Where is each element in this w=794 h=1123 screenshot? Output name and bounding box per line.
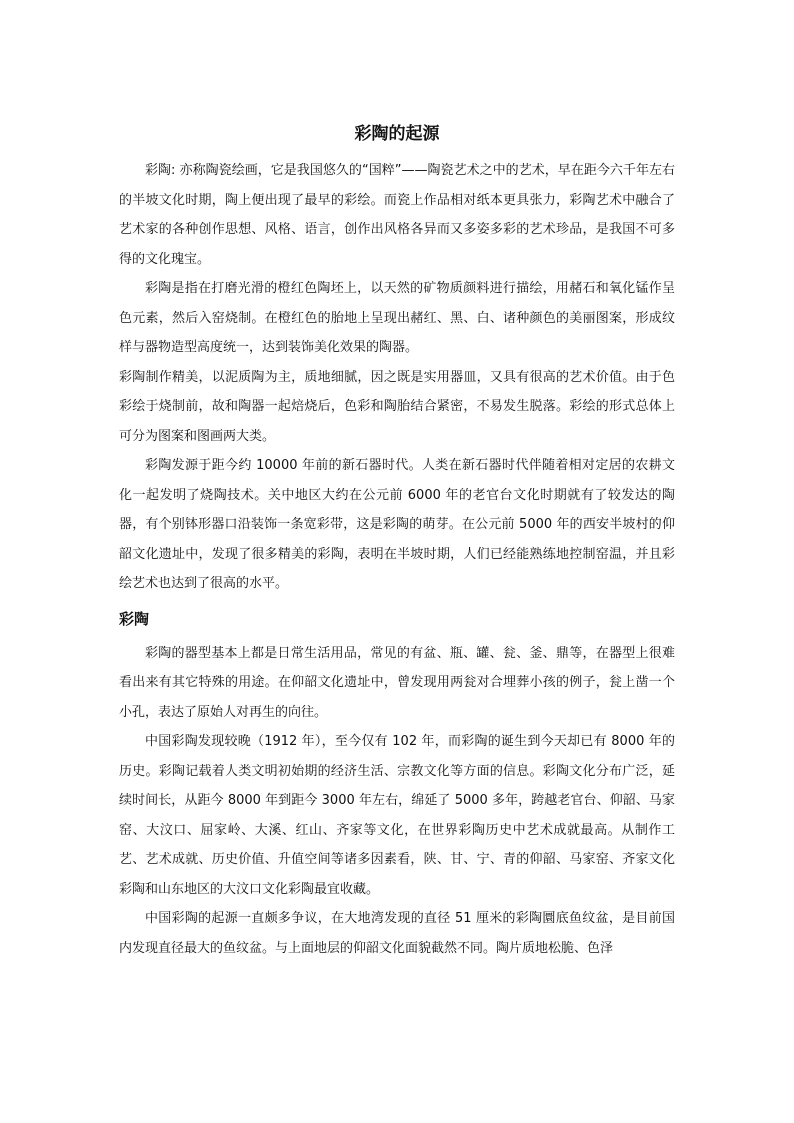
intro-paragraph-3: 彩陶制作精美，以泥质陶为主，质地细腻，因之既是实用器皿，又具有很高的艺术价值。由于色彩绘于烧制前，故和陶器一起焙烧后，色彩和陶胎结合紧密，不易发生脱落。彩绘的形式总体上可分为图案和图画两大类。 [119, 369, 675, 444]
document-title: 彩陶的起源 [354, 124, 440, 144]
intro-paragraph-2: 彩陶是指在打磨光滑的橙红色陶坯上，以天然的矿物质颜料进行描绘，用赭石和氧化锰作呈色元素，然后入窑烧制。在橙红色的胎地上呈现出赭红、黑、白、诸种颜色的美丽图案，形成纹样与器物造型高度统一，达到装饰美化效果的陶器。 [119, 281, 675, 355]
section-paragraph-2: 中国彩陶发现较晚（1912 年），至今仅有 102 年，而彩陶的诞生到今天却已有 8000 年的历史。彩陶记载着人类文明初始期的经济生活、宗教文化等方面的信息。彩陶文化分布广泛，延续时间长，从距今 8000 年到距今 3000 年左右，绵延了 5000 多年，跨越老官台、仰韶、马家窑、大汶口、屈家岭、大溪、红山、齐家等文化，在世界彩陶历史中艺术成就最高。从制作工艺、艺术成就、历史价值、升值空间等诸多因素看，陕、甘、宁、青的仰韶、马家窑、齐家文化彩陶和山东地区的大汶口文化彩陶最宜收藏。 [119, 734, 675, 897]
section-paragraph-3: 中国彩陶的起源一直颇多争议，在大地湾发现的直径 51 厘米的彩陶圜底鱼纹盆，是目前国内发现直径最大的鱼纹盆。与上面地层的仰韶文化面貌截然不同。陶片质地松脆、色泽 [119, 911, 675, 956]
intro-paragraph-4: 彩陶发源于距今约 10000 年前的新石器时代。人类在新石器时代伴随着相对定居的农耕文化一起发明了烧陶技术。关中地区大约在公元前 6000 年的老官台文化时期就有了较发达的陶器，有个别钵形器口沿装饰一条宽彩带，这是彩陶的萌芽。在公元前 5000 年的西安半坡村的仰韶文化遗址中，发现了很多精美的彩陶，表明在半坡时期，人们已经能熟练地控制窑温，并且彩绘艺术也达到了很高的水平。 [119, 458, 675, 591]
document-page [119, 118, 675, 963]
section-paragraph-1: 彩陶的器型基本上都是日常生活用品，常见的有盆、瓶、罐、瓮、釜、鼎等，在器型上很难看出来有其它特殊的用途。在仰韶文化遗址中，曾发现用两瓮对合埋葬小孩的例子，瓮上凿一个小孔，表达了原始人对再生的向往。 [119, 645, 675, 720]
intro-paragraph-1: 彩陶: 亦称陶瓷绘画，它是我国悠久的“国粹”——陶瓷艺术之中的艺术，早在距今六千年左右的半坡文化时期，陶上便出现了最早的彩绘。而瓷上作品相对纸本更具张力，彩陶艺术中融合了艺术家的各种创作思想、风格、语言，创作出风格各异而又多姿多彩的艺术珍品，是我国不可多得的文化瑰宝。 [119, 163, 675, 267]
section-heading: 彩陶 [119, 609, 150, 628]
